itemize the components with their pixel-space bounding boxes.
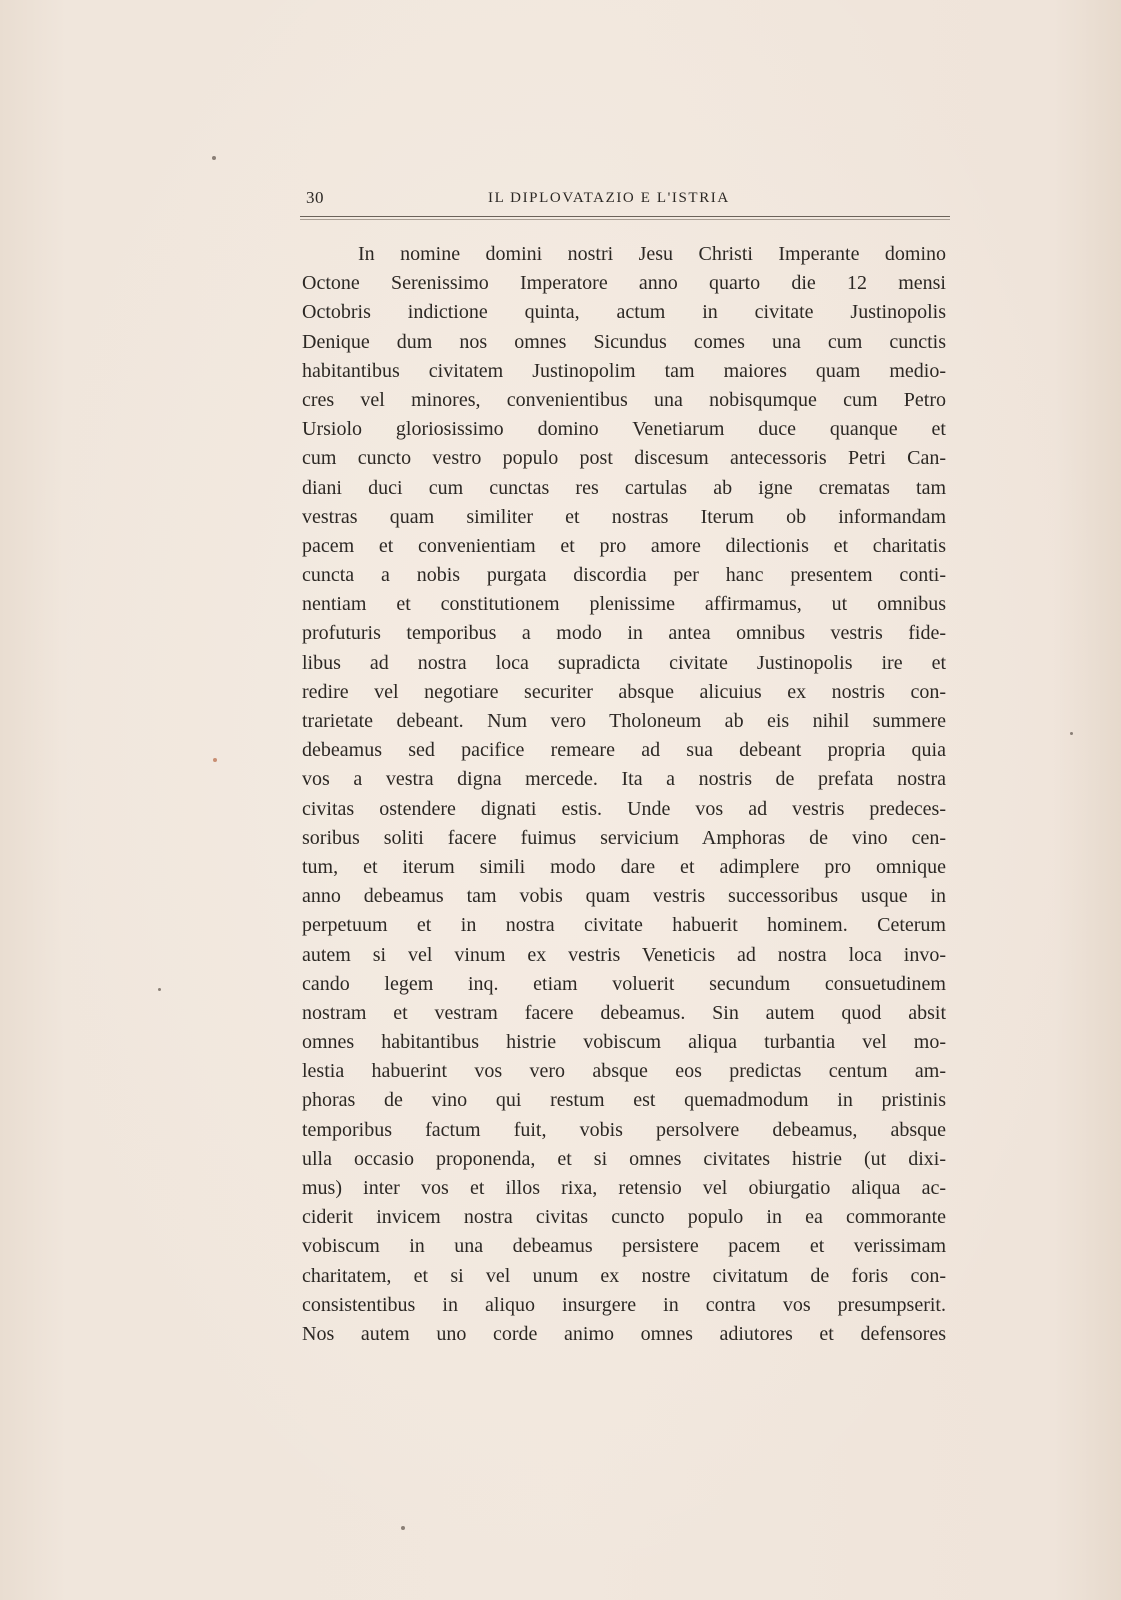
paper-speck [158,988,161,991]
running-title: IL DIPLOVATAZIO E L'ISTRIA [488,190,730,206]
text-line: Ursiolo gloriosissimo domino Venetiarum duce quanque et [302,418,946,441]
paper-speck [1070,732,1073,735]
header-rule [300,216,950,217]
text-line: anno debeamus tam vobis quam vestris successoribus usque in [302,885,946,908]
text-line: cum cuncto vestro populo post discesum antecessoris Petri Can- [302,447,946,470]
text-line: pacem et convenientiam et pro amore dilectionis et charitatis [302,534,946,557]
page-number: 30 [306,188,324,207]
text-line: lestia habuerint vos vero absque eos predictas centum am- [302,1060,946,1083]
text-line: libus ad nostra loca supradicta civitate Justinopolis ire et [302,651,946,674]
text-line: cando legem inq. etiam voluerit secundum consuetudinem [302,972,946,995]
text-line: Nos autem uno corde animo omnes adiutores et defensores [302,1322,946,1345]
text-line: charitatem, et si vel unum ex nostre civitatum de foris con- [302,1264,946,1287]
text-line: omnes habitantibus histrie vobiscum aliqua turbantia vel mo- [302,1031,946,1054]
text-line: habitantibus civitatem Justinopolim tam maiores quam medio- [302,359,946,382]
text-line: mus) inter vos et illos rixa, retensio vel obiurgatio aliqua ac- [302,1177,946,1199]
text-line: redire vel negotiare securiter absque alicuius ex nostris con- [302,680,946,703]
text-line: Octone Serenissimo Imperatore anno quarto die 12 mensi [302,272,946,295]
text-line: soribus soliti facere fuimus servicium Amphoras de vino cen- [302,826,946,849]
text-line: ulla occasio proponenda, et si omnes civitates histrie (ut dixi- [302,1147,946,1170]
text-line: Denique dum nos omnes Sicundus comes una cum cunctis [302,330,946,353]
text-line: temporibus factum fuit, vobis persolvere debeamus, absque [302,1118,946,1141]
text-line: autem si vel vinum ex vestris Veneticis ad nostra loca invo- [302,943,946,966]
text-line: civitas ostendere dignati estis. Unde vos ad vestris predeces- [302,797,946,820]
paper-speck [401,1526,405,1530]
text-line: consistentibus in aliquo insurgere in contra vos presumpserit. [302,1293,946,1316]
header-rule-secondary [300,219,950,220]
text-line: In nomine domini nostri Jesu Christi Imperante domino [358,243,946,265]
running-header [304,188,948,218]
text-line: nostram et vestram facere debeamus. Sin autem quod absit [302,1001,946,1024]
text-line: profuturis temporibus a modo in antea omnibus vestris fide- [302,622,946,645]
text-line: vos a vestra digna mercede. Ita a nostris de prefata nostra [302,768,946,791]
paper-speck [213,758,217,762]
body-text [302,240,946,1349]
text-line: tum, et iterum simili modo dare et adimplere pro omnique [302,855,946,878]
text-line: trarietate debeant. Num vero Tholoneum ab eis nihil summere [302,710,946,732]
text-line: nentiam et constitutionem plenissime affirmamus, ut omnibus [302,593,946,616]
text-line: vestras quam similiter et nostras Iterum ob informandam [302,505,946,528]
text-line: diani duci cum cunctas res cartulas ab igne crematas tam [302,476,946,499]
text-line: cres vel minores, convenientibus una nobisqumque cum Petro [302,388,946,411]
text-line: vobiscum in una debeamus persistere pacem et verissimam [302,1235,946,1258]
text-line: debeamus sed pacifice remeare ad sua debeant propria quia [302,739,946,762]
text-line: phoras de vino qui restum est quemadmodum in pristinis [302,1089,946,1112]
text-line: cuncta a nobis purgata discordia per hanc presentem conti- [302,564,946,587]
text-line: Octobris indictione quinta, actum in civitate Justinopolis [302,301,946,324]
text-line: ciderit invicem nostra civitas cuncto populo in ea commorante [302,1206,946,1229]
paper-speck [212,156,216,160]
text-line: perpetuum et in nostra civitate habuerit hominem. Ceterum [302,914,946,937]
